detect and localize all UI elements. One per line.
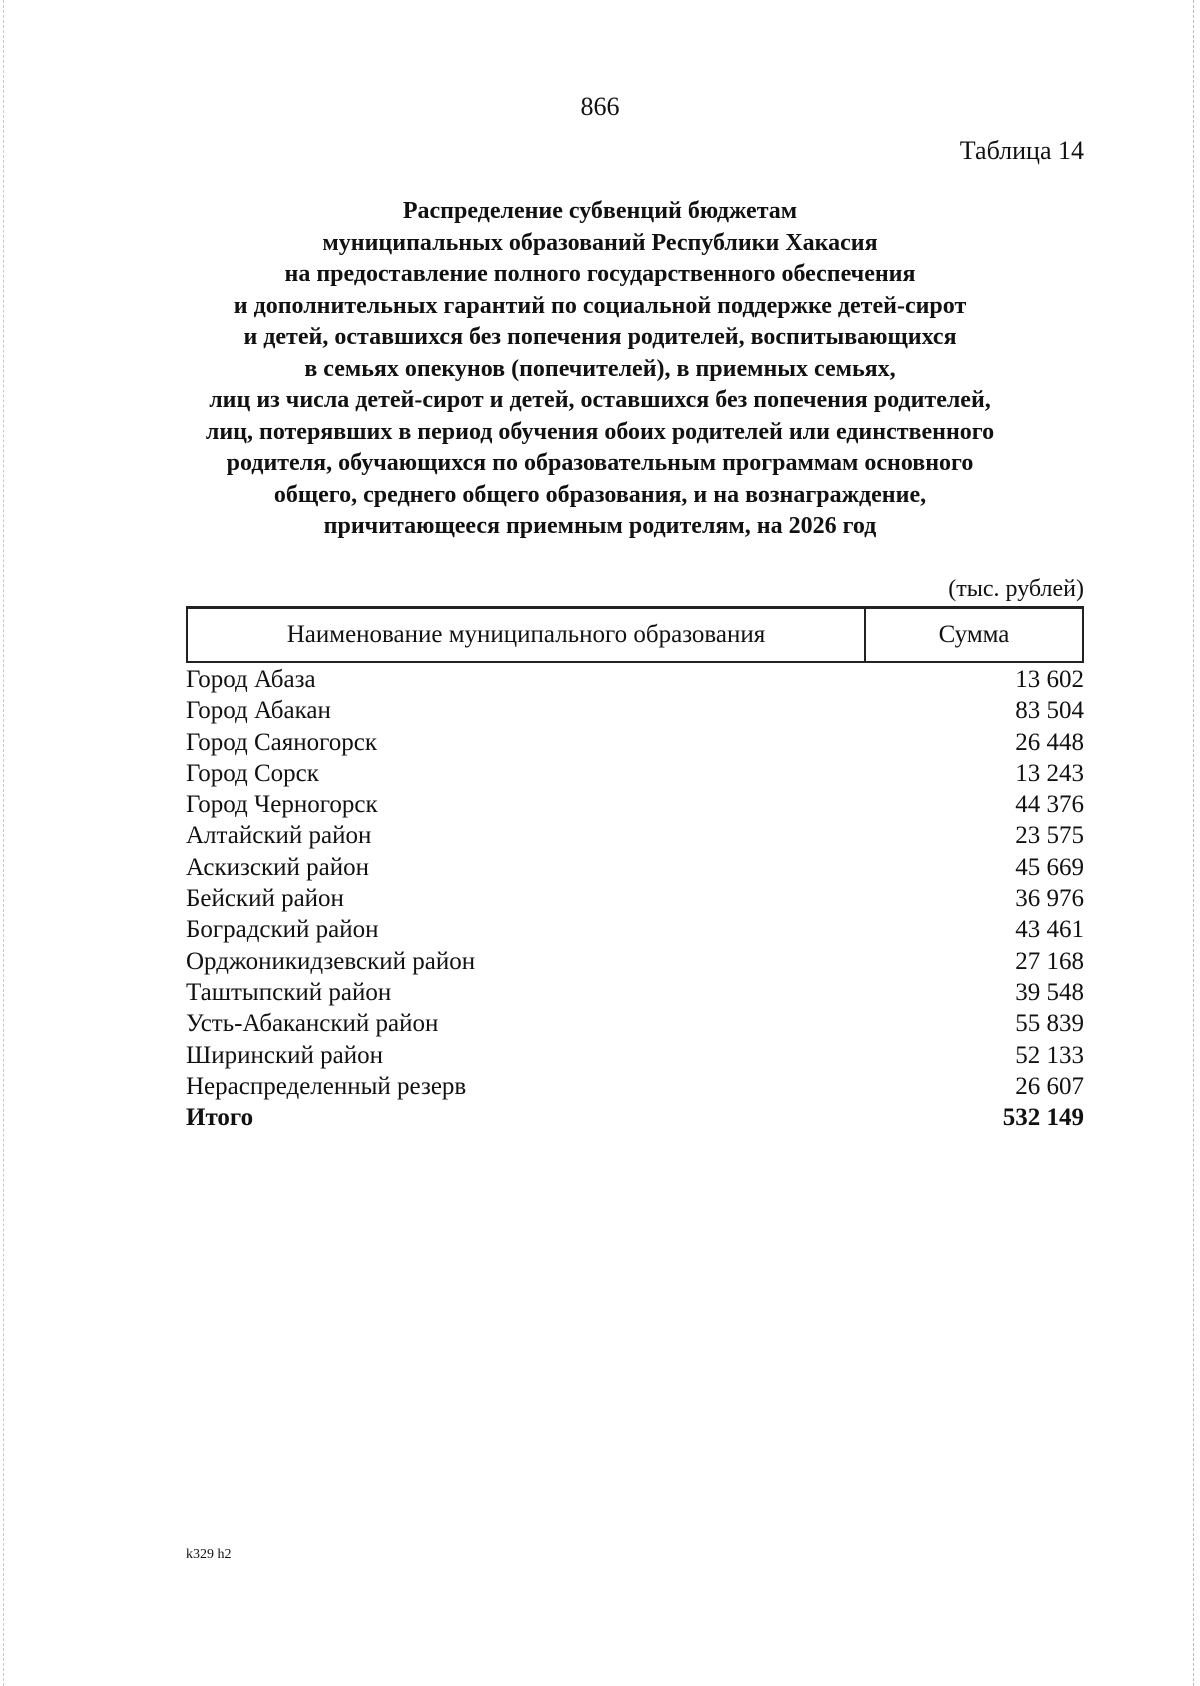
scan-edge-right bbox=[1193, 0, 1194, 1686]
municipality-name: Ширинский район bbox=[186, 1041, 383, 1069]
municipality-name: Орджоникидзевский район bbox=[186, 947, 476, 975]
table-label: Таблица 14 bbox=[959, 136, 1084, 165]
title-line: в семьях опекунов (попечителей), в приемных семьях, bbox=[304, 355, 896, 382]
table-row bbox=[186, 820, 1084, 851]
amount-value: 39 548 bbox=[1015, 978, 1084, 1006]
title-line: и детей, оставшихся без попечения родителей, воспитывающихся bbox=[243, 324, 957, 350]
table-header bbox=[186, 607, 1084, 663]
municipality-name: Город Сорск bbox=[186, 759, 319, 787]
amount-value: 13 602 bbox=[1015, 666, 1084, 693]
amount-value: 83 504 bbox=[1015, 697, 1084, 725]
total-label: Итого bbox=[186, 1104, 254, 1132]
table-row bbox=[186, 1008, 1084, 1039]
amount-value: 43 461 bbox=[1015, 916, 1084, 944]
total-row bbox=[186, 1102, 1084, 1133]
title-line: Распределение субвенций бюджетам bbox=[402, 198, 798, 224]
municipality-name: Бейский район bbox=[186, 885, 344, 913]
amount-value: 23 575 bbox=[1015, 822, 1084, 850]
table-row bbox=[186, 727, 1084, 758]
title-line: общего, среднего общего образования, и на вознаграждение, bbox=[273, 481, 927, 508]
total-amount: 532 149 bbox=[1002, 1104, 1084, 1132]
units-note: (тыс. рублей) bbox=[948, 576, 1084, 602]
footer-code: k329 h2 bbox=[186, 1547, 232, 1562]
table-row bbox=[186, 883, 1084, 914]
municipality-name: Аскизский район bbox=[186, 853, 370, 881]
table-row bbox=[186, 664, 1084, 695]
allocation-table bbox=[186, 664, 1084, 1133]
amount-value: 27 168 bbox=[1015, 947, 1084, 975]
table-row bbox=[186, 695, 1084, 726]
municipality-name: Город Абакан bbox=[186, 697, 331, 725]
municipality-name: Усть-Абаканский район bbox=[186, 1010, 439, 1038]
municipality-name: Город Абаза bbox=[186, 666, 316, 693]
page-number: 866 bbox=[580, 92, 620, 121]
table-row bbox=[186, 946, 1084, 977]
amount-value: 55 839 bbox=[1015, 1010, 1084, 1038]
amount-value: 44 376 bbox=[1015, 791, 1084, 819]
municipality-name: Боградский район bbox=[186, 916, 379, 944]
municipality-name: Таштыпский район bbox=[186, 978, 392, 1006]
header-row bbox=[187, 608, 1083, 662]
title-line: причитающееся приемным родителям, на 2026 год bbox=[323, 513, 877, 539]
municipality-name: Алтайский район bbox=[186, 822, 372, 850]
title-line: на предоставление полного государственного обеспечения bbox=[284, 261, 916, 287]
title-line: лиц, потерявших в период обучения обоих родителей или единственного bbox=[205, 418, 995, 445]
table-row bbox=[186, 758, 1084, 789]
municipality-name: Нераспределенный резерв bbox=[186, 1072, 467, 1100]
scan-edge-left bbox=[3, 0, 4, 1686]
table-row bbox=[186, 852, 1084, 883]
amount-value: 26 607 bbox=[1015, 1072, 1084, 1100]
amount-value: 36 976 bbox=[1015, 885, 1084, 913]
amount-value: 52 133 bbox=[1015, 1041, 1084, 1069]
header-name-cell: Наименование муниципального образования bbox=[187, 608, 865, 662]
document-title bbox=[130, 196, 1070, 543]
table-row bbox=[186, 1071, 1084, 1102]
title-line: и дополнительных гарантий по социальной поддержке детей-сирот bbox=[233, 292, 967, 319]
amount-value: 26 448 bbox=[1015, 728, 1084, 756]
title-line: родителя, обучающихся по образовательным программам основного bbox=[226, 450, 974, 476]
table-row bbox=[186, 1040, 1084, 1071]
header-amount-cell: Сумма bbox=[865, 608, 1083, 662]
table-row bbox=[186, 977, 1084, 1008]
amount-value: 45 669 bbox=[1015, 853, 1084, 881]
title-line: лиц из числа детей-сирот и детей, оставшихся без попечения родителей, bbox=[209, 387, 991, 413]
table-row bbox=[186, 914, 1084, 945]
municipality-name: Город Саяногорск bbox=[186, 728, 378, 756]
amount-value: 13 243 bbox=[1015, 759, 1084, 787]
municipality-name: Город Черногорск bbox=[186, 791, 378, 819]
table-row bbox=[186, 789, 1084, 820]
title-line: муниципальных образований Республики Хакасия bbox=[322, 229, 878, 256]
